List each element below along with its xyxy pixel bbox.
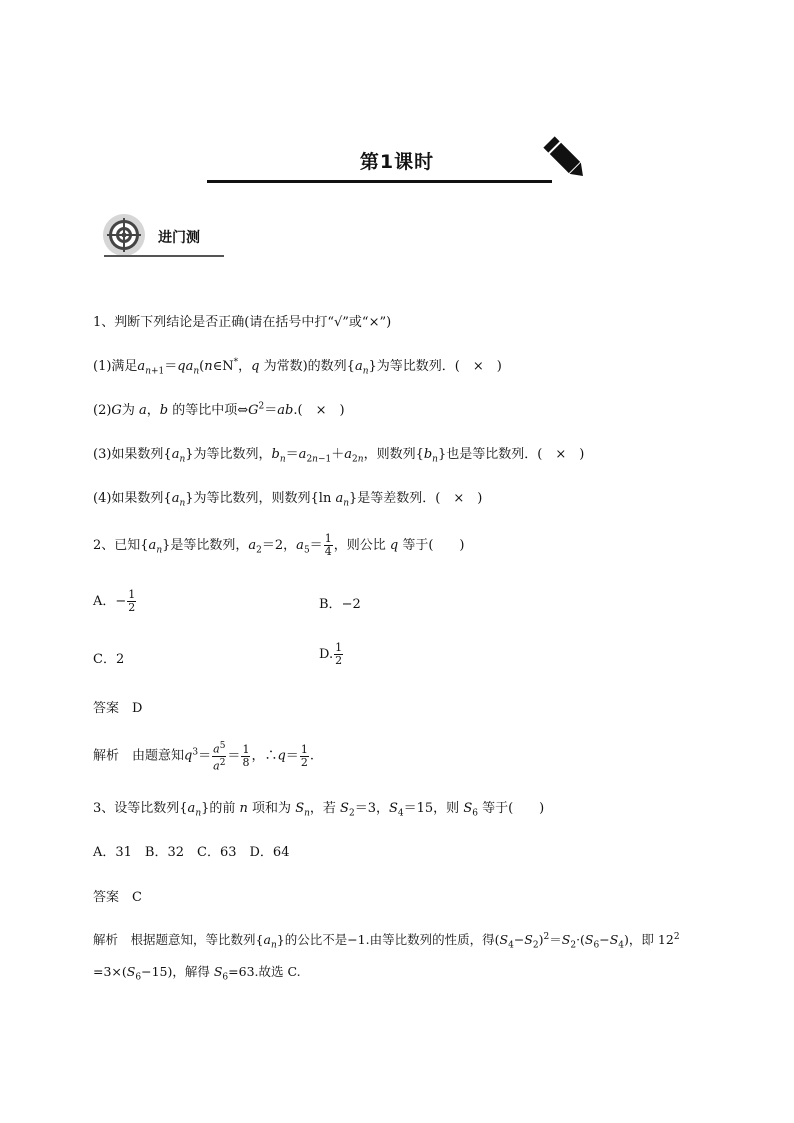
pencil-icon — [542, 134, 590, 188]
q3-answer: 答案 C — [93, 890, 142, 905]
q2-stem: 2、已知$\{a_n\}$是等比数列，$a_2=2$，$a_5=$ $\frac{1}{4}$ ，则公比 q 等于( ) — [93, 532, 465, 558]
q3-solution-line-1: 解析 根据题意知，等比数列$\{a_n\}$的公比不是−1.由等比数列的性质，得$(S_4-S_2)^2=S_2\cdot(S_6-S_4)$，即 $12^2$ — [93, 931, 680, 951]
q2-option-b: B．−2 — [319, 597, 361, 612]
q3-solution-line-2: $=3\times(S_6-15)$，解得 $S_6=63$.故选 C. — [93, 964, 301, 983]
lesson-title: 第1课时 — [359, 151, 435, 173]
q3-options: A．31 B．32 C．63 D．64 — [93, 845, 290, 860]
section-underline — [104, 255, 224, 257]
section-label: 进门测 — [158, 230, 200, 246]
q1-item-1: (1)满足$a_{n+1}=qa_n(n\in N^*$，q 为常数)的数列$\{a_n\}$为等比数列．( × ) — [93, 357, 502, 377]
title-underline — [207, 180, 552, 183]
q2-answer: 答案 D — [93, 701, 143, 716]
q1-stem: 1、判断下列结论是否正确(请在括号中打“√”或“×”) — [93, 315, 392, 330]
q2-option-a: A．− $\frac{1}{2}$ — [93, 588, 136, 614]
q2-option-d: D. $\frac{1}{2}$ — [319, 641, 343, 667]
q1-item-2: (2)G为 a，b 的等比中项$\Leftrightarrow G^2=ab$.( × ) — [93, 401, 345, 418]
target-icon — [100, 213, 152, 261]
q2-option-c: C．2 — [93, 652, 125, 667]
q1-item-3: (3)如果数列$\{a_n\}$为等比数列，$b_n=a_{2n-1}+a_{2n}$，则数列$\{b_n\}$也是等比数列．( × ) — [93, 447, 585, 465]
q2-solution: 解析 由题意知$q^3=$ $\frac{a^5}{a^2}$ ＝ $\frac{1}{8}$ ，∴q＝ $\frac{1}{2}$ . — [93, 741, 314, 773]
q1-item-4: (4)如果数列$\{a_n\}$为等比数列，则数列{ln $a_n$}是等差数列．( × ) — [93, 491, 483, 509]
q3-stem: 3、设等比数列$\{a_n\}$的前 n 项和为 $S_n$，若 $S_2=3$，$S_4=15$，则 $S_6$ 等于( ) — [93, 801, 545, 819]
